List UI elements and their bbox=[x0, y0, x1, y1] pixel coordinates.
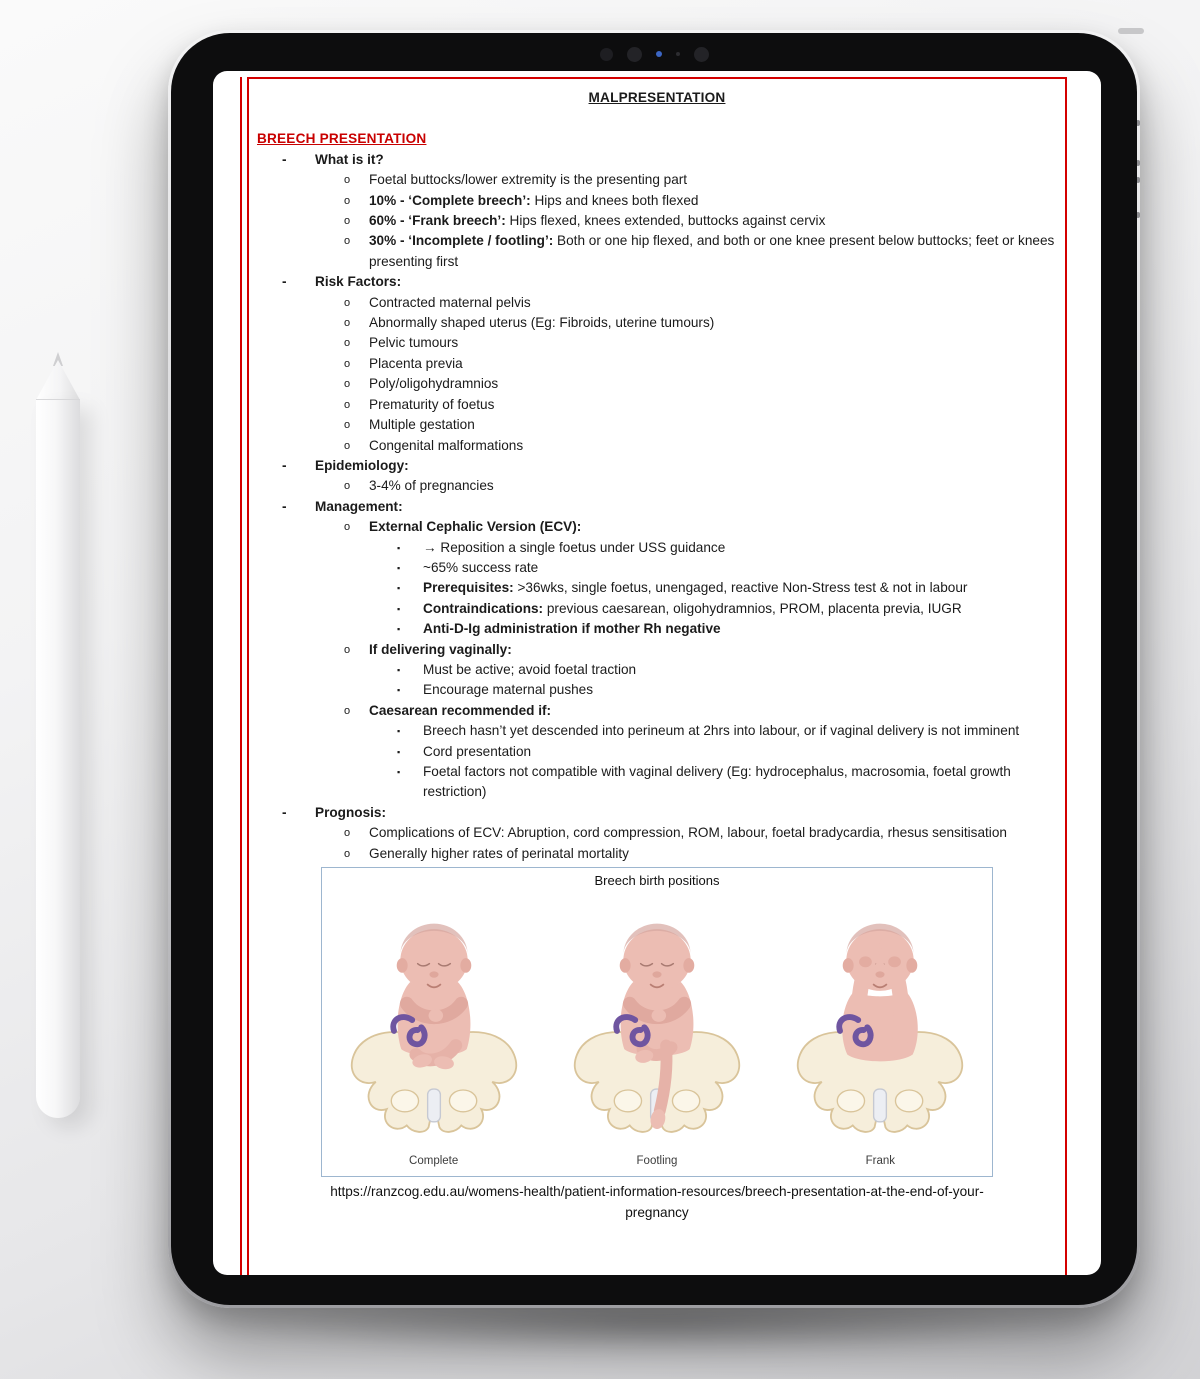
page-title: MALPRESENTATION bbox=[588, 90, 726, 105]
outline-item-text: Poly/oligohydramnios bbox=[369, 376, 499, 392]
camera-indicator-icon bbox=[656, 51, 662, 57]
bullet-glyph: o bbox=[344, 704, 351, 717]
illustration-footling-breech bbox=[545, 892, 768, 1148]
outline-item-text: 60% - ‘Frank breech’: Hips flexed, knees extended, buttocks against cervix bbox=[369, 213, 826, 229]
outline-item-text: Congenital malformations bbox=[369, 437, 524, 453]
outline-item bbox=[249, 660, 1065, 680]
outline-item-text: 3-4% of pregnancies bbox=[369, 478, 494, 494]
outline-item-text: Cord presentation bbox=[423, 743, 532, 759]
figure-label-frank: Frank bbox=[865, 1154, 896, 1167]
outline-item bbox=[249, 803, 1065, 823]
bullet-glyph: o bbox=[344, 643, 351, 656]
bullet-glyph: ▪ bbox=[397, 746, 401, 757]
pencil-body bbox=[36, 399, 80, 1118]
outline-item bbox=[249, 354, 1065, 374]
outline-item bbox=[249, 191, 1065, 211]
outline-item-text: What is it? bbox=[315, 151, 384, 167]
camera-sensor-icon bbox=[600, 48, 613, 61]
outline-item-text: Must be active; avoid foetal traction bbox=[423, 661, 637, 677]
outline-item-text: ~65% success rate bbox=[423, 559, 539, 575]
ipad-device bbox=[168, 30, 1140, 1308]
outline-item bbox=[249, 395, 1065, 415]
outline-item bbox=[249, 701, 1065, 721]
outline-item-text: External Cephalic Version (ECV): bbox=[369, 519, 582, 535]
bullet-glyph: o bbox=[344, 174, 351, 187]
bullet-glyph: o bbox=[344, 521, 351, 534]
outline-item-text: Prematurity of foetus bbox=[369, 396, 495, 412]
bullet-glyph: - bbox=[282, 457, 287, 473]
bullet-glyph: o bbox=[344, 439, 351, 452]
outline-item-text: Abnormally shaped uterus (Eg: Fibroids, uterine tumours) bbox=[369, 315, 715, 331]
figure-title: Breech birth positions bbox=[594, 873, 720, 889]
outline-item bbox=[249, 272, 1065, 292]
figure-label-complete: Complete bbox=[409, 1154, 459, 1167]
outline-item bbox=[249, 313, 1065, 333]
bullet-glyph: o bbox=[344, 296, 351, 309]
section-heading: BREECH PRESENTATION bbox=[257, 131, 427, 147]
bullet-glyph: o bbox=[344, 827, 351, 840]
outline-item-text: Foetal buttocks/lower extremity is the presenting part bbox=[369, 172, 688, 188]
outline-item-text: Contracted maternal pelvis bbox=[369, 294, 531, 310]
outline-item bbox=[249, 436, 1065, 456]
bullet-glyph: o bbox=[344, 337, 351, 350]
bullet-glyph: o bbox=[344, 378, 351, 391]
front-camera-icon bbox=[627, 47, 642, 62]
bullet-glyph: ▪ bbox=[397, 685, 401, 696]
outline-item-text: Anti-D-Ig administration if mother Rh negative bbox=[423, 621, 721, 637]
outline-item bbox=[249, 762, 1065, 803]
outline-item bbox=[249, 640, 1065, 660]
source-url-line1: https://ranzcog.edu.au/womens-health/patient-information-resources/breech-presentation-at-the-end-of-your- bbox=[330, 1184, 984, 1200]
outline-item bbox=[249, 742, 1065, 762]
bullet-glyph: o bbox=[344, 317, 351, 330]
outline-item bbox=[249, 293, 1065, 313]
outline-item-text: If delivering vaginally: bbox=[369, 641, 512, 657]
ipad-bezel bbox=[171, 33, 1137, 1305]
bullet-glyph: - bbox=[282, 274, 287, 290]
outline-item-text: Breech hasn’t yet descended into perineum at 2hrs into labour, or if vaginal delivery is not imminent bbox=[423, 723, 1020, 739]
camera-sensor-icon bbox=[694, 47, 709, 62]
outline-item-text: Generally higher rates of perinatal mortality bbox=[369, 845, 629, 861]
outline-item bbox=[249, 578, 1065, 598]
bullet-glyph: o bbox=[344, 357, 351, 370]
outline-item bbox=[249, 170, 1065, 190]
outline-item-text: Management: bbox=[315, 498, 403, 514]
outline-item-text: Placenta previa bbox=[369, 355, 463, 371]
breech-positions-figure bbox=[321, 867, 993, 1177]
outline-item-text: Contraindications: previous caesarean, oligohydramnios, PROM, placenta previa, IUGR bbox=[423, 600, 962, 616]
outline-item bbox=[249, 333, 1065, 353]
outline-item bbox=[249, 844, 1065, 864]
outline-item-text: Pelvic tumours bbox=[369, 335, 459, 351]
power-button bbox=[1118, 28, 1144, 34]
outline-item-text: Encourage maternal pushes bbox=[423, 682, 594, 698]
front-camera-cluster bbox=[171, 46, 1137, 62]
outline-item bbox=[249, 231, 1065, 272]
pencil-tip bbox=[36, 360, 80, 400]
bullet-glyph: ▪ bbox=[397, 603, 401, 614]
outline-item bbox=[249, 619, 1065, 639]
document-content bbox=[249, 79, 1065, 1275]
bullet-glyph: o bbox=[344, 235, 351, 248]
outline-item bbox=[249, 538, 1065, 558]
bullet-glyph: o bbox=[344, 194, 351, 207]
outline-item-text: Prerequisites: >36wks, single foetus, unengaged, reactive Non-Stress test & not in labour bbox=[423, 580, 968, 596]
outline-item bbox=[249, 680, 1065, 700]
outline-item-text: Multiple gestation bbox=[369, 417, 475, 433]
source-url bbox=[249, 1182, 1065, 1223]
bullet-glyph: o bbox=[344, 847, 351, 860]
outline-item-text: Complications of ECV: Abruption, cord compression, ROM, labour, foetal bradycardia, rhesus sensitisation bbox=[369, 825, 1007, 841]
bullet-glyph: o bbox=[344, 480, 351, 493]
page-left-accent-line bbox=[240, 77, 242, 1275]
outline-item-text: 30% - ‘Incomplete / footling’: Both or one hip flexed, and both or one knee present below buttocks; feet or knees presenting first bbox=[369, 233, 1055, 269]
bullet-glyph: o bbox=[344, 419, 351, 432]
bullet-glyph: ▪ bbox=[397, 726, 401, 737]
outline-item bbox=[249, 415, 1065, 435]
bullet-glyph: o bbox=[344, 398, 351, 411]
bullet-glyph: ▪ bbox=[397, 542, 401, 553]
bullet-glyph: - bbox=[282, 804, 287, 820]
illustration-frank-breech bbox=[769, 892, 992, 1148]
figure-illustrations bbox=[322, 892, 992, 1148]
bullet-glyph: ▪ bbox=[397, 562, 401, 573]
outline-item bbox=[249, 517, 1065, 537]
bullet-glyph: - bbox=[282, 498, 287, 514]
outline-item bbox=[249, 823, 1065, 843]
outline-item-text: Caesarean recommended if: bbox=[369, 702, 552, 718]
outline-item bbox=[249, 599, 1065, 619]
outline-item bbox=[249, 558, 1065, 578]
outline-item bbox=[249, 374, 1065, 394]
outline-item-text: Epidemiology: bbox=[315, 457, 409, 473]
figure-labels bbox=[322, 1151, 992, 1171]
apple-pencil bbox=[36, 352, 80, 1118]
bullet-glyph: o bbox=[344, 215, 351, 228]
illustration-complete-breech bbox=[322, 892, 545, 1148]
outline-item bbox=[249, 211, 1065, 231]
bullet-glyph: - bbox=[282, 151, 287, 167]
outline-item bbox=[249, 456, 1065, 476]
mic-dot-icon bbox=[676, 52, 680, 56]
bullet-glyph: ▪ bbox=[397, 664, 401, 675]
outline-item-text: → Reposition a single foetus under USS guidance bbox=[423, 539, 726, 555]
outline-item bbox=[249, 476, 1065, 496]
outline-item-text: Foetal factors not compatible with vaginal delivery (Eg: hydrocephalus, macrosomia, foetal growth restriction) bbox=[423, 764, 1011, 800]
outline-item-text: Risk Factors: bbox=[315, 274, 402, 290]
bullet-glyph: ▪ bbox=[397, 624, 401, 635]
outline-item bbox=[249, 721, 1065, 741]
bullet-glyph: ▪ bbox=[397, 767, 401, 777]
outline-item bbox=[249, 150, 1065, 170]
outline-item bbox=[249, 497, 1065, 517]
outline-item-text: Prognosis: bbox=[315, 804, 386, 820]
figure-label-footling: Footling bbox=[636, 1154, 678, 1167]
outline bbox=[249, 150, 1065, 864]
bullet-glyph: ▪ bbox=[397, 583, 401, 594]
ipad-screen bbox=[213, 71, 1101, 1275]
document-page bbox=[247, 77, 1067, 1275]
source-url-line2: pregnancy bbox=[625, 1204, 689, 1220]
outline-item-text: 10% - ‘Complete breech’: Hips and knees both flexed bbox=[369, 192, 699, 208]
